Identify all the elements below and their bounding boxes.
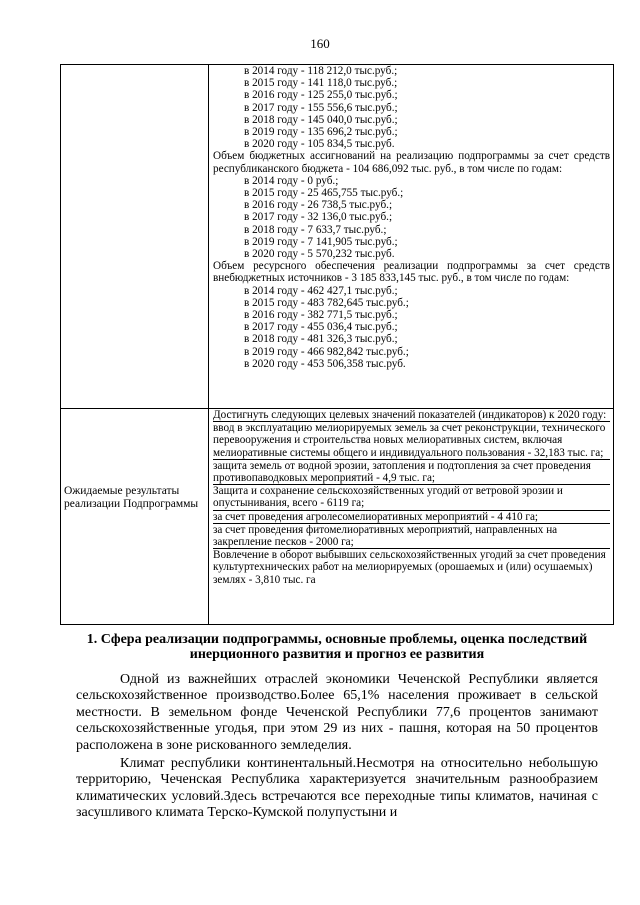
expected-results-cell xyxy=(209,409,614,625)
year-line: в 2019 году - 135 696,2 тыс.руб.; xyxy=(244,126,398,139)
year-line: в 2017 году - 455 036,4 тыс.руб.; xyxy=(244,321,398,334)
body-paragraph-1: Одной из важнейших отраслей экономики Чеченской Республики является сельскохозяйственное производство.Более 65,1% населения проживает в сельской местности. В земельном фонде Чеченской Республики 77,6 процентов занимают сельскохозяйственные угодья, при этом 29 из них - пашня, которая на 50 процентов расположена в зоне рискованного земледелия. xyxy=(76,672,598,753)
financing-cell xyxy=(209,65,614,409)
year-line: в 2014 году - 118 212,0 тыс.руб.; xyxy=(244,65,398,77)
body-paragraph-2: Климат республики континентальный.Несмотря на относительно небольшую территорию, Чеченская Республика характеризуется значительным разнообразием климатических условий.Здесь встречаются все переходные типы климатов, начиная с засушливого климата Терско-Кумской полупустыни и xyxy=(76,756,598,821)
year-line: в 2015 году - 25 465,755 тыс.руб.; xyxy=(244,187,404,200)
year-line: в 2016 году - 382 771,5 тыс.руб.; xyxy=(244,309,398,322)
year-line: в 2017 году - 32 136,0 тыс.руб.; xyxy=(244,211,393,224)
year-line: в 2020 году - 105 834,5 тыс.руб. xyxy=(244,138,395,151)
result-item: за счет проведения фитомелиоративных мероприятий, направленных на закрепление песков - 2000 га; xyxy=(213,524,610,549)
year-line: в 2019 году - 7 141,905 тыс.руб.; xyxy=(244,235,398,248)
result-item: ввод в эксплуатацию мелиорируемых земель за счет реконструкции, технического перевооружения и строительства новых мелиоративных систем, включая мелиоративные системы общего и индивидуального пользования - 32,183 тыс. га; xyxy=(213,422,610,460)
republic-budget-paragraph: Объем бюджетных ассигнований на реализацию подпрограммы за счет средств республиканского бюджета - 104 686,092 тыс. руб., в том числе по годам: xyxy=(213,150,610,175)
year-line: в 2019 году - 466 982,842 тыс.руб.; xyxy=(244,345,409,358)
row-label-empty xyxy=(61,65,209,409)
expected-results-label-cell xyxy=(61,409,209,625)
section-heading: 1. Сфера реализации подпрограммы, основные проблемы, оценка последствий инерционного развития и прогноз ее развития xyxy=(86,632,588,662)
year-line: в 2018 году - 7 633,7 тыс.руб.; xyxy=(244,223,387,236)
year-line: в 2017 году - 155 556,6 тыс.руб.; xyxy=(244,101,398,114)
year-line: в 2014 году - 462 427,1 тыс.руб.; xyxy=(244,284,398,297)
year-line: в 2018 году - 145 040,0 тыс.руб.; xyxy=(244,113,398,126)
extrabudgetary-paragraph: Объем ресурсного обеспечения реализации подпрограммы за счет средств внебюджетных источников - 3 185 833,145 тыс. руб., в том числе по годам: xyxy=(213,260,610,285)
result-item: Достигнуть следующих целевых значений показателей (индикаторов) к 2020 году: xyxy=(213,409,610,422)
year-line: в 2020 году - 5 570,232 тыс.руб. xyxy=(244,248,395,261)
year-line: в 2014 году - 0 руб.; xyxy=(244,174,339,187)
result-item: защита земель от водной эрозии, затопления и подтопления за счет проведения противопаводковых мероприятий - 4,9 тыс. га; xyxy=(213,460,610,485)
year-line: в 2016 году - 26 738,5 тыс.руб.; xyxy=(244,199,393,212)
result-item: Защита и сохранение сельскохозяйственных угодий от ветровой эрозии и опустынивания, всего - 6119 га; xyxy=(213,485,610,510)
subprogram-passport-table xyxy=(60,64,614,625)
result-item: Вовлечение в оборот выбывших сельскохозяйственных угодий за счет проведения культуртехнических работ на мелиорируемых (орошаемых и (или) осушаемых) землях - 3,810 тыс. га xyxy=(213,549,606,586)
year-line: в 2015 году - 141 118,0 тыс.руб.; xyxy=(244,77,398,90)
year-line: в 2018 году - 481 326,3 тыс.руб.; xyxy=(244,333,398,346)
year-line: в 2015 году - 483 782,645 тыс.руб.; xyxy=(244,296,409,309)
table-row-financing xyxy=(61,65,614,409)
table-row-expected-results xyxy=(61,409,614,625)
year-line: в 2020 году - 453 506,358 тыс.руб. xyxy=(244,357,406,370)
result-item: за счет проведения агролесомелиоративных мероприятий - 4 410 га; xyxy=(213,511,610,524)
year-line: в 2016 году - 125 255,0 тыс.руб.; xyxy=(244,89,398,102)
page-number: 160 xyxy=(310,36,330,51)
expected-results-label: Ожидаемые результаты реализации Подпрограммы xyxy=(64,485,199,510)
